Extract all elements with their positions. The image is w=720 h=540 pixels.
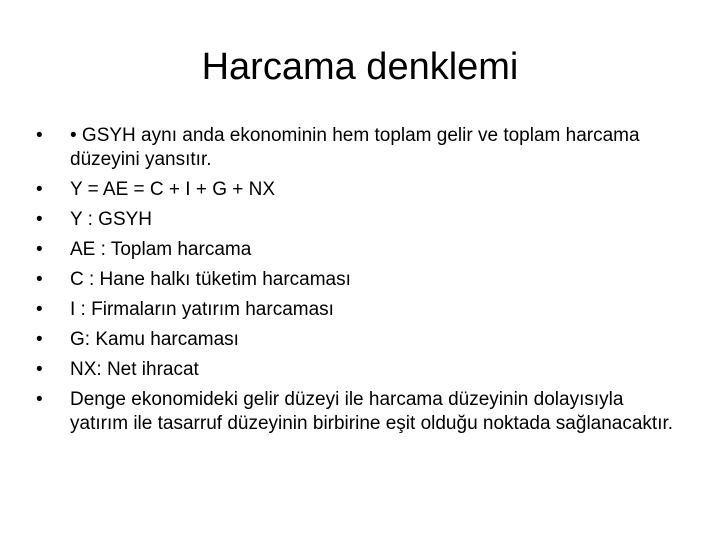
bullet-dot-icon: •	[36, 125, 43, 146]
bullet-dot-icon: •	[36, 179, 43, 200]
list-item	[36, 358, 676, 382]
list-item-text: G: Kamu harcaması	[70, 329, 239, 350]
list-item	[36, 124, 676, 172]
list-item	[36, 298, 676, 322]
list-item-text: Y = AE = C + I + G + NX	[70, 179, 276, 200]
list-item-text: NX: Net ihracat	[70, 359, 199, 380]
list-item	[36, 208, 676, 232]
bullet-list	[36, 124, 676, 442]
list-item-text: Denge ekonomideki gelir düzeyi ile harcama düzeyinin dolayısıyla yatırım ile tasarruf düzeyinin birbirine eşit olduğu noktada sağlanacaktır.	[70, 389, 674, 434]
bullet-dot-icon: •	[36, 239, 43, 260]
bullet-dot-icon: •	[36, 389, 43, 410]
list-item-text: AE : Toplam harcama	[70, 239, 252, 260]
list-item-text: Y : GSYH	[70, 209, 153, 230]
list-item	[36, 178, 676, 202]
list-item	[36, 268, 676, 292]
bullet-dot-icon: •	[36, 209, 43, 230]
list-item	[36, 388, 676, 436]
list-item	[36, 328, 676, 352]
bullet-dot-icon: •	[36, 359, 43, 380]
list-item	[36, 238, 676, 262]
bullet-dot-icon: •	[36, 329, 43, 350]
bullet-dot-icon: •	[36, 269, 43, 290]
list-item-text: • GSYH aynı anda ekonominin hem toplam gelir ve toplam harcama düzeyini yansıtır.	[70, 125, 640, 170]
list-item-text: I : Firmaların yatırım harcaması	[70, 299, 334, 320]
slide-title: Harcama denklemi	[201, 46, 519, 88]
list-item-text: C : Hane halkı tüketim harcaması	[70, 269, 351, 290]
bullet-dot-icon: •	[36, 299, 43, 320]
